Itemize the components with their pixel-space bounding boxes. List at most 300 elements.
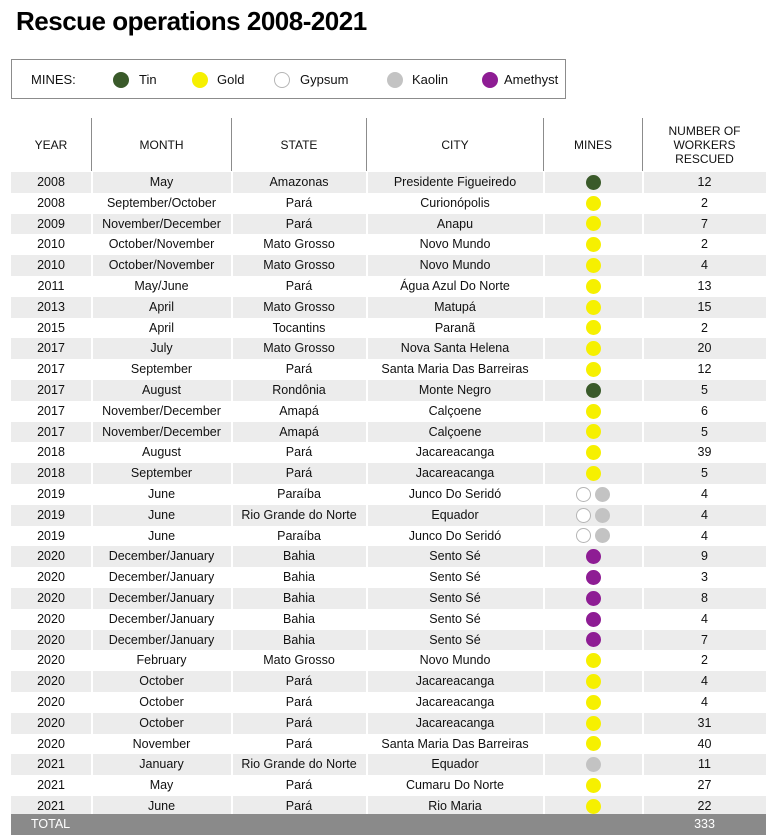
cell-year: 2020 [37, 674, 65, 689]
column-separator [366, 234, 368, 255]
column-separator [642, 754, 644, 775]
column-separator [642, 567, 644, 588]
cell-workers: 4 [701, 507, 708, 522]
column-separator [642, 214, 644, 235]
cell-month: December/January [108, 570, 215, 585]
table-row [11, 484, 766, 505]
column-separator [91, 505, 93, 526]
cell-year: 2009 [37, 216, 65, 231]
cell-state: Pará [285, 362, 313, 377]
table-row [11, 567, 766, 588]
cell-year: 2019 [37, 507, 65, 522]
mine-dot-tin [586, 383, 601, 398]
table-row [11, 255, 766, 276]
cell-workers: 11 [698, 757, 711, 772]
column-separator [543, 255, 545, 276]
cell-city: Sento Sé [429, 591, 481, 605]
column-separator [231, 359, 233, 380]
cell-city: Anapu [436, 216, 474, 231]
column-separator [91, 630, 93, 651]
column-separator [642, 193, 644, 214]
cell-month: December/January [108, 611, 215, 626]
cell-month: November/December [102, 216, 221, 231]
cell-year: 2017 [37, 341, 65, 356]
mine-dot-gold [586, 716, 601, 731]
column-separator [642, 588, 644, 609]
cell-state: Bahia [283, 549, 315, 564]
column-separator [366, 692, 368, 713]
cell-state: Pará [285, 466, 313, 481]
column-separator [91, 546, 93, 567]
column-separator [91, 276, 93, 297]
column-separator [642, 338, 644, 359]
table-row [11, 630, 766, 651]
cell-workers: 5 [701, 383, 708, 397]
legend [11, 59, 566, 99]
column-separator [543, 609, 545, 630]
column-separator [543, 214, 545, 235]
cell-state: Pará [285, 695, 313, 709]
mine-dot-kaolin [586, 757, 601, 772]
column-separator [366, 734, 368, 755]
column-separator [91, 484, 93, 505]
column-separator [366, 588, 368, 609]
cell-year: 2010 [37, 258, 65, 273]
column-separator [366, 297, 368, 318]
column-separator [642, 172, 644, 193]
column-separator [543, 276, 545, 297]
cell-workers: 3 [701, 570, 708, 585]
cell-month: October [139, 695, 184, 709]
cell-workers: 7 [701, 216, 708, 231]
column-separator [231, 671, 233, 692]
header-state: STATE [280, 137, 318, 152]
legend-swatch-tin [113, 72, 129, 88]
column-separator [91, 214, 93, 235]
table-row [11, 338, 766, 359]
mine-dot-gold [586, 736, 601, 751]
cell-year: 2020 [37, 611, 65, 626]
table-row [11, 297, 766, 318]
header-month: MONTH [139, 137, 184, 152]
cell-state: Paraíba [277, 487, 321, 501]
column-separator [231, 255, 233, 276]
cell-workers: 12 [697, 175, 712, 189]
cell-year: 2017 [37, 403, 65, 418]
column-separator [231, 338, 233, 359]
cell-state: Mato Grosso [263, 341, 335, 356]
column-separator [642, 442, 644, 463]
cell-year: 2020 [37, 632, 65, 647]
mine-dot-gold [586, 362, 601, 377]
cell-city: Equador [431, 757, 479, 772]
column-separator [231, 401, 233, 422]
column-separator [91, 775, 93, 796]
column-separator [366, 422, 368, 443]
cell-month: July [150, 341, 173, 356]
cell-month: November/December [102, 403, 221, 418]
cell-state: Rio Grande do Norte [241, 507, 357, 522]
column-separator [231, 775, 233, 796]
cell-workers: 12 [697, 362, 712, 377]
mine-dot-gold [586, 695, 601, 710]
cell-city: Jacareacanga [415, 674, 495, 689]
cell-state: Mato Grosso [263, 299, 335, 314]
mine-dot-gold [586, 341, 601, 356]
cell-state: Amazonas [269, 175, 329, 189]
column-separator [91, 671, 93, 692]
cell-city: Equador [431, 507, 479, 522]
cell-state: Bahia [283, 632, 315, 647]
cell-month: September [130, 466, 193, 481]
table-row [11, 442, 766, 463]
column-separator [543, 172, 545, 193]
column-separator [231, 463, 233, 484]
cell-state: Pará [285, 736, 313, 751]
cell-year: 2008 [37, 195, 65, 210]
table-row [11, 380, 766, 401]
cell-workers: 15 [697, 299, 712, 314]
cell-year: 2015 [37, 320, 65, 335]
cell-month: May [149, 778, 174, 793]
mine-dot-gold [586, 424, 601, 439]
column-separator [91, 193, 93, 214]
column-separator [366, 172, 368, 193]
column-separator [231, 609, 233, 630]
column-separator [642, 630, 644, 651]
table-row [11, 318, 766, 339]
column-separator [642, 234, 644, 255]
mine-dot-amethyst [586, 549, 601, 564]
cell-city: Junco Do Seridó [408, 528, 502, 543]
cell-city: Calçoene [428, 403, 482, 418]
cell-month: August [142, 445, 181, 460]
mine-dot-gold [586, 196, 601, 211]
legend-text-gypsum: Gypsum [300, 72, 349, 87]
column-separator [366, 484, 368, 505]
table-row [11, 588, 766, 609]
cell-workers: 4 [701, 528, 708, 543]
column-separator [543, 692, 545, 713]
cell-state: Amapá [279, 424, 319, 439]
table-row [11, 671, 766, 692]
cell-state: Pará [285, 216, 313, 231]
mine-dot-gold [586, 778, 601, 793]
column-separator [231, 297, 233, 318]
column-separator [231, 442, 233, 463]
cell-state: Pará [285, 195, 313, 210]
cell-year: 2017 [37, 383, 65, 397]
column-separator [231, 214, 233, 235]
column-separator [91, 734, 93, 755]
column-separator [366, 671, 368, 692]
column-separator [543, 650, 545, 671]
mine-dot-amethyst [586, 612, 601, 627]
column-separator [91, 609, 93, 630]
column-separator [366, 359, 368, 380]
cell-state: Mato Grosso [263, 237, 335, 252]
cell-month: October/November [108, 237, 215, 252]
column-separator [366, 567, 368, 588]
column-separator [231, 546, 233, 567]
cell-month: November [132, 736, 191, 751]
column-separator [231, 380, 233, 401]
cell-year: 2011 [37, 279, 65, 293]
column-separator [91, 422, 93, 443]
column-separator [366, 442, 368, 463]
cell-city: Sento Sé [429, 549, 481, 564]
column-separator [642, 297, 644, 318]
cell-month: February [136, 653, 187, 668]
column-separator [366, 650, 368, 671]
table-row [11, 401, 766, 422]
mine-dot-gold [586, 674, 601, 689]
cell-state: Rondônia [272, 383, 326, 397]
column-separator [91, 380, 93, 401]
table-row [11, 754, 766, 775]
cell-city: Calçoene [428, 424, 482, 439]
column-separator [91, 318, 93, 339]
mine-dot-gold [586, 320, 601, 335]
cell-state: Tocantins [272, 320, 326, 335]
cell-year: 2020 [37, 549, 65, 564]
column-separator [642, 380, 644, 401]
column-separator [642, 609, 644, 630]
table-row [11, 734, 766, 755]
column-separator [231, 713, 233, 734]
legend-label: MINES: [31, 72, 76, 87]
column-separator [231, 276, 233, 297]
cell-workers: 6 [701, 403, 708, 418]
total-value: 333 [694, 817, 715, 831]
column-separator [543, 526, 545, 547]
column-separator [366, 630, 368, 651]
cell-state: Mato Grosso [263, 258, 335, 273]
cell-city: Jacareacanga [415, 695, 495, 709]
mine-dot-gold [586, 445, 601, 460]
column-separator [231, 172, 233, 193]
cell-city: Novo Mundo [419, 258, 491, 273]
column-separator [91, 526, 93, 547]
page-title: Rescue operations 2008-2021 [16, 6, 367, 36]
column-separator [642, 401, 644, 422]
cell-year: 2017 [37, 362, 65, 377]
column-separator [366, 193, 368, 214]
cell-city: Jacareacanga [415, 466, 495, 481]
column-separator [91, 754, 93, 775]
cell-workers: 5 [701, 424, 708, 439]
cell-workers: 31 [697, 715, 712, 730]
table-row [11, 505, 766, 526]
column-separator [231, 234, 233, 255]
cell-month: April [148, 320, 174, 335]
column-separator [543, 567, 545, 588]
cell-month: May [149, 175, 174, 189]
cell-state: Bahia [283, 591, 315, 605]
column-separator [91, 297, 93, 318]
mine-dot-gold [586, 216, 601, 231]
legend-swatch-kaolin [387, 72, 403, 88]
cell-month: October [139, 674, 184, 689]
cell-month: December/January [108, 549, 215, 564]
column-separator [91, 713, 93, 734]
cell-month: December/January [108, 632, 215, 647]
column-separator [543, 318, 545, 339]
cell-workers: 27 [697, 778, 712, 793]
legend-text-kaolin: Kaolin [412, 72, 449, 87]
mine-dot-gypsum [576, 487, 591, 502]
column-separator [366, 505, 368, 526]
mine-dot-amethyst [586, 632, 601, 647]
column-separator [91, 588, 93, 609]
column-separator [366, 380, 368, 401]
column-separator [231, 193, 233, 214]
column-separator [231, 422, 233, 443]
cell-city: Curionópolis [420, 195, 490, 210]
table-row [11, 276, 766, 297]
cell-workers: 7 [701, 632, 708, 647]
cell-workers: 2 [701, 320, 708, 335]
cell-workers: 2 [701, 237, 708, 252]
column-separator [642, 546, 644, 567]
mine-dot-gold [586, 279, 601, 294]
column-separator [366, 775, 368, 796]
column-separator [366, 463, 368, 484]
cell-month: October/November [108, 258, 215, 273]
column-separator [642, 692, 644, 713]
mine-dot-gypsum [576, 508, 591, 523]
column-separator [366, 754, 368, 775]
column-separator [543, 630, 545, 651]
cell-city: Presidente Figueiredo [393, 175, 517, 189]
column-separator [231, 526, 233, 547]
legend-text-amethyst: Amethyst [504, 72, 559, 87]
header-year: YEAR [34, 137, 68, 152]
cell-city: Sento Sé [429, 570, 481, 585]
cell-year: 2021 [37, 799, 65, 813]
cell-workers: 40 [697, 736, 712, 751]
column-separator [543, 505, 545, 526]
cell-year: 2017 [37, 424, 65, 439]
column-separator [543, 588, 545, 609]
column-separator [231, 567, 233, 588]
table-row [11, 172, 766, 193]
column-separator [231, 630, 233, 651]
cell-month: June [147, 528, 176, 543]
column-separator [543, 484, 545, 505]
cell-workers: 2 [701, 195, 708, 210]
cell-month: October [139, 715, 184, 730]
column-separator [366, 546, 368, 567]
mine-dot-gold [586, 300, 601, 315]
header-workers-rescued: NUMBER OF WORKERS RESCUED [668, 123, 741, 166]
table-row [11, 214, 766, 235]
column-separator [231, 318, 233, 339]
table-row [11, 650, 766, 671]
column-separator [543, 463, 545, 484]
mine-dot-tin [586, 175, 601, 190]
column-separator [91, 650, 93, 671]
cell-workers: 4 [701, 258, 708, 273]
column-separator [366, 318, 368, 339]
cell-state: Mato Grosso [263, 653, 335, 668]
column-separator [642, 276, 644, 297]
table-row [11, 463, 766, 484]
column-separator [366, 255, 368, 276]
column-separator [91, 692, 93, 713]
cell-city: Sento Sé [429, 611, 481, 626]
cell-month: January [139, 757, 184, 772]
cell-workers: 4 [701, 487, 708, 501]
column-separator [543, 713, 545, 734]
column-separator [231, 484, 233, 505]
column-separator [366, 276, 368, 297]
table-row [11, 422, 766, 443]
cell-city: Cumaru Do Norte [406, 778, 504, 793]
table-row [11, 692, 766, 713]
column-separator [642, 775, 644, 796]
cell-year: 2019 [37, 528, 65, 543]
cell-workers: 9 [701, 549, 708, 564]
column-separator [543, 775, 545, 796]
total-row [11, 814, 766, 835]
header-mines: MINES [573, 137, 612, 152]
cell-city: Santa Maria Das Barreiras [381, 362, 529, 377]
column-separator [642, 650, 644, 671]
cell-year: 2020 [37, 695, 65, 709]
column-separator [91, 172, 93, 193]
cell-year: 2018 [37, 466, 65, 481]
cell-month: April [148, 299, 174, 314]
cell-workers: 22 [697, 799, 712, 813]
cell-year: 2020 [37, 570, 65, 585]
column-separator [366, 526, 368, 547]
cell-year: 2018 [37, 445, 65, 460]
column-separator [642, 484, 644, 505]
column-separator [91, 234, 93, 255]
table-row [11, 359, 766, 380]
cell-state: Rio Grande do Norte [241, 757, 357, 772]
cell-month: September/October [106, 195, 217, 210]
column-separator [543, 754, 545, 775]
cell-state: Pará [285, 674, 313, 689]
cell-year: 2020 [37, 653, 65, 668]
column-separator [91, 338, 93, 359]
table-row [11, 234, 766, 255]
column-separator [642, 505, 644, 526]
column-separator [642, 734, 644, 755]
cell-month: September [130, 362, 193, 377]
column-separator [642, 255, 644, 276]
cell-city: Jacareacanga [415, 715, 495, 730]
column-separator [91, 463, 93, 484]
cell-state: Pará [285, 279, 313, 293]
column-separator [642, 318, 644, 339]
cell-state: Pará [285, 778, 313, 793]
cell-state: Amapá [279, 403, 319, 418]
table-row [11, 713, 766, 734]
cell-city: Santa Maria Das Barreiras [381, 736, 529, 751]
cell-year: 2020 [37, 715, 65, 730]
column-separator [231, 505, 233, 526]
column-separator [366, 338, 368, 359]
cell-city: Rio Maria [428, 799, 482, 813]
cell-city: Água Azul Do Norte [400, 279, 510, 293]
mine-dot-gold [586, 799, 601, 814]
column-separator [543, 546, 545, 567]
cell-workers: 20 [697, 341, 712, 356]
cell-year: 2019 [37, 487, 65, 501]
